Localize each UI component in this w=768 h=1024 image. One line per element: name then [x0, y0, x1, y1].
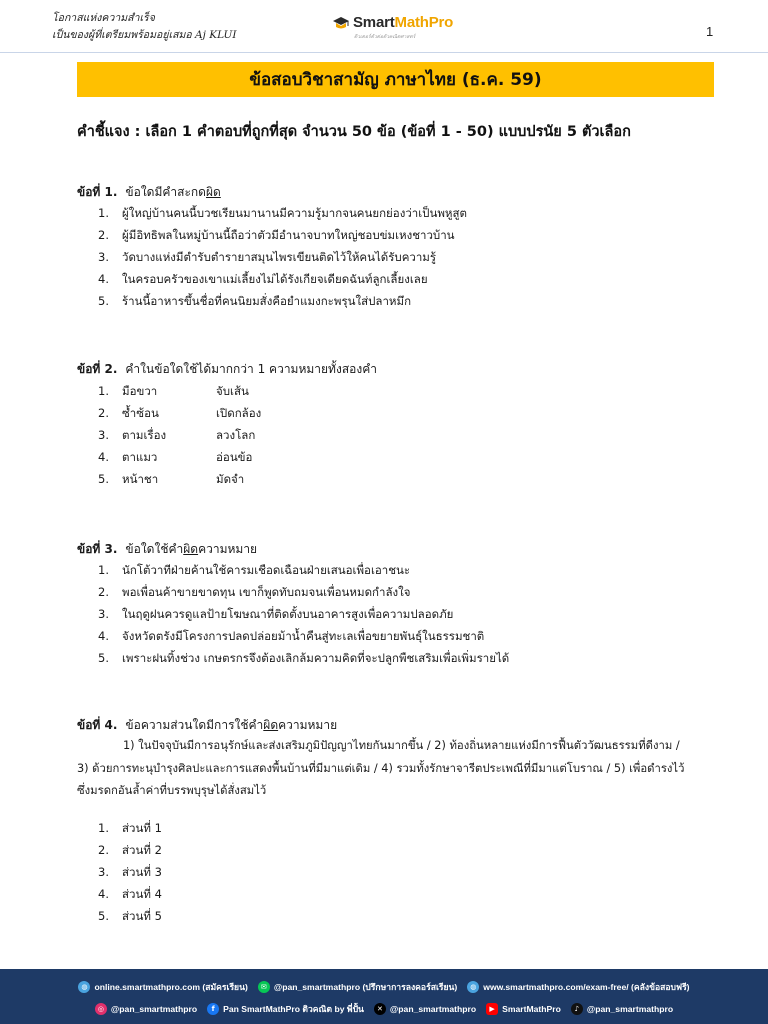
question-prompt: ข้อใดมีคำสะกด	[125, 185, 206, 199]
question-4-option-4[interactable]	[98, 886, 162, 902]
question-1-option-3[interactable]	[98, 249, 436, 265]
option-number: 2.	[98, 406, 109, 420]
question-2-option-1[interactable]	[98, 383, 249, 399]
exam-title-bar	[77, 62, 714, 97]
exam-title: ข้อสอบวิชาสามัญ ภาษาไทย (ธ.ค. 59)	[249, 70, 542, 90]
question-prompt-suffix: ความหมาย	[278, 718, 338, 732]
option-text: ส่วนที่ 2	[122, 843, 162, 857]
option-number: 3.	[98, 250, 109, 264]
footer-link-text: www.smartmathpro.com/exam-free/ (คลังข้อสอบฟรี)	[483, 982, 690, 992]
footer-link-text: @pan_smartmathpro (ปรึกษาการลงคอร์สเรียน)	[273, 982, 458, 992]
question-3-option-1[interactable]	[98, 562, 410, 578]
passage-line: ซึ่งมรดกอันล้ำค่าที่บรรพบุรุษได้สั่งสมไว้	[77, 784, 267, 797]
option-text: ส่วนที่ 5	[122, 909, 162, 923]
footer-link-tiktok[interactable]	[571, 1003, 673, 1015]
question-number: ข้อที่ 1.	[77, 185, 118, 199]
option-word-a: หน้าชา	[122, 472, 159, 486]
question-number: ข้อที่ 4.	[77, 718, 118, 732]
option-text: จังหวัดตรังมีโครงการปลดปล่อยม้าน้ำคืนสู่ทะเลเพื่อขยายพันธุ์ในธรรมชาติ	[122, 629, 485, 643]
page-header	[0, 0, 768, 54]
footer-link-text: online.smartmathpro.com (สมัครเรียน)	[94, 982, 248, 992]
question-2-option-3[interactable]	[98, 427, 256, 443]
footer-link-text: SmartMathPro	[502, 1004, 561, 1014]
logo-text-main: Smart	[353, 14, 395, 31]
footer-link-line[interactable]	[258, 980, 457, 994]
footer-link-text: @pan_smartmathpro	[389, 1004, 477, 1014]
question-4-option-2[interactable]	[98, 842, 162, 858]
option-number: 3.	[98, 607, 109, 621]
question-1-option-5[interactable]	[98, 293, 411, 309]
option-number: 4.	[98, 272, 109, 286]
page-footer	[0, 969, 768, 1024]
option-text: ร้านนี้อาหารขึ้นชื่อที่คนนิยมสั่งคือยำแมงกะพรุนใส่ปลาหมึก	[122, 294, 412, 308]
option-number: 5.	[98, 651, 109, 665]
footer-row-1	[0, 980, 768, 994]
question-1-heading	[77, 183, 221, 202]
option-text: ส่วนที่ 4	[122, 887, 162, 901]
question-number: ข้อที่ 2.	[77, 362, 118, 376]
youtube-icon: ▶	[486, 1003, 498, 1015]
option-word-b: ลวงโลก	[216, 428, 256, 442]
question-prompt-emphasis: ผิด	[183, 542, 199, 556]
option-number: 4.	[98, 450, 109, 464]
facebook-icon: f	[207, 1003, 219, 1015]
option-text: พอเพื่อนค้าขายขาดทุน เขาก็พูดทับถมจนเพื่อนหมดกำลังใจ	[122, 585, 411, 599]
option-number: 4.	[98, 629, 109, 643]
option-number: 1.	[98, 206, 109, 220]
question-2-option-2[interactable]	[98, 405, 262, 421]
option-text: เพราะฝนทิ้งช่วง เกษตรกรจึงต้องเลิกล้มความคิดที่จะปลูกพืชเสริมเพื่อเพิ่มรายได้	[122, 651, 510, 665]
question-2-option-4[interactable]	[98, 449, 253, 465]
passage-line: 1) ในปัจจุบันมีการอนุรักษ์และส่งเสริมภูมิปัญญาไทยกันมากขึ้น / 2) ท้องถิ่นหลายแห่งมีการฟื้นตัววัฒนธรรมที่ดีงาม /	[123, 739, 680, 752]
passage-line: 3) ด้วยการทะนุบำรุงศิลปะและการแสดงพื้นบ้านที่มีมาแต่เดิม / 4) รวมทั้งรักษาจารีตประเพณีที่มีมาแต่โบราณ / 5) เพื่อดำรงไว้	[77, 761, 685, 775]
question-3-option-5[interactable]	[98, 650, 509, 666]
question-1-option-1[interactable]	[98, 205, 467, 221]
footer-link-exam-free[interactable]	[467, 980, 689, 994]
question-1-option-4[interactable]	[98, 271, 428, 287]
question-number: ข้อที่ 3.	[77, 542, 118, 556]
footer-link-text: @pan_smartmathpro	[586, 1004, 674, 1014]
footer-link-online[interactable]	[78, 980, 247, 994]
option-word-b: จับเส้น	[216, 384, 249, 398]
question-4-passage	[77, 735, 714, 803]
tiktok-icon: ♪	[571, 1003, 583, 1015]
option-number: 4.	[98, 887, 109, 901]
footer-link-instagram[interactable]	[95, 1003, 197, 1015]
option-word-a: มือขวา	[122, 384, 158, 398]
option-number: 1.	[98, 384, 109, 398]
option-text: ส่วนที่ 1	[122, 821, 162, 835]
option-text: ผู้ใหญ่บ้านคนนี้บวชเรียนมานานมีความรู้มากจนคนยกย่องว่าเป็นพหูสูต	[122, 206, 467, 220]
question-4-option-1[interactable]	[98, 820, 162, 836]
slogan	[52, 10, 236, 44]
question-2-option-5[interactable]	[98, 471, 245, 487]
footer-link-youtube[interactable]	[486, 1003, 561, 1015]
logo-text	[353, 14, 453, 31]
option-word-a: ซ้ำซ้อน	[122, 406, 159, 420]
option-number: 5.	[98, 294, 109, 308]
option-number: 5.	[98, 909, 109, 923]
question-3-heading	[77, 540, 257, 559]
option-word-b: เปิดกล้อง	[216, 406, 262, 420]
option-number: 2.	[98, 843, 109, 857]
option-number: 1.	[98, 563, 109, 577]
option-word-a: ตามเรื่อง	[122, 428, 167, 442]
smartmathpro-logo	[332, 14, 453, 31]
option-number: 3.	[98, 428, 109, 442]
question-prompt-suffix: ความหมาย	[198, 542, 258, 556]
question-prompt: ข้อใดใช้คำ	[125, 542, 184, 556]
option-word-b: อ่อนข้อ	[216, 450, 253, 464]
option-number: 1.	[98, 821, 109, 835]
instructions: คำชี้แจง : เลือก 1 คำตอบที่ถูกที่สุด จำนวน 50 ข้อ (ข้อที่ 1 - 50) แบบปรนัย 5 ตัวเลือก	[77, 124, 631, 140]
option-text: นักโต้วาทีฝ่ายค้านใช้คารมเชือดเฉือนฝ่ายเสนอเพื่อเอาชนะ	[122, 563, 411, 577]
option-text: ในครอบครัวของเขาแม่เลี้ยงไม่ได้รังเกียจเดียดฉันท์ลูกเลี้ยงเลย	[122, 272, 428, 286]
question-prompt: ข้อความส่วนใดมีการใช้คำ	[125, 718, 264, 732]
option-number: 2.	[98, 228, 109, 242]
footer-link-text: Pan SmartMathPro ติวคณิต by พี่ปั้น	[223, 1004, 364, 1014]
option-text: ผู้มีอิทธิพลในหมู่บ้านนี้ถือว่าตัวมีอำนาจบาทใหญ่ชอบข่มเหงชาวบ้าน	[122, 228, 455, 242]
option-number: 2.	[98, 585, 109, 599]
globe-icon: ◍	[78, 981, 90, 993]
question-3-option-4[interactable]	[98, 628, 484, 644]
question-2-heading	[77, 360, 377, 379]
option-word-a: ตาแมว	[122, 450, 158, 464]
option-word-b: มัดจำ	[216, 472, 245, 486]
option-number: 3.	[98, 865, 109, 879]
graduation-cap-icon	[332, 15, 350, 31]
globe-icon: ◍	[467, 981, 479, 993]
instagram-icon: ◎	[95, 1003, 107, 1015]
question-4-option-5[interactable]	[98, 908, 162, 924]
option-text: วัดบางแห่งมีตำรับตำรายาสมุนไพรเขียนติดไว้ให้คนได้รับความรู้	[122, 250, 437, 264]
question-3-option-3[interactable]	[98, 606, 453, 622]
question-prompt-emphasis: ผิด	[205, 185, 221, 199]
footer-link-facebook[interactable]	[207, 1002, 364, 1016]
question-4-heading	[77, 716, 337, 735]
slogan-line-1: โอกาสแห่งความสำเร็จ	[52, 12, 155, 24]
page-number: 1	[706, 24, 714, 39]
slogan-line-2: เป็นของผู้ที่เตรียมพร้อมอยู่เสมอ Aj KLUI	[52, 29, 237, 41]
footer-link-text: @pan_smartmathpro	[110, 1004, 198, 1014]
question-prompt: คำในข้อใดใช้ได้มากกว่า 1 ความหมายทั้งสองคำ	[125, 362, 377, 376]
line-icon: ✉	[258, 981, 270, 993]
logo-text-accent: MathPro	[394, 14, 454, 31]
footer-row-2	[0, 1002, 768, 1016]
question-4-option-3[interactable]	[98, 864, 162, 880]
logo-tagline: ติวเตอร์ตัวต่อตัวคณิตศาสตร์	[354, 34, 416, 40]
x-icon: ✕	[374, 1003, 386, 1015]
question-3-option-2[interactable]	[98, 584, 411, 600]
question-prompt-emphasis: ผิด	[263, 718, 279, 732]
footer-link-x[interactable]	[374, 1003, 476, 1015]
option-text: ในฤดูฝนควรดูแลป้ายโฆษณาที่ติดตั้งบนอาคารสูงเพื่อความปลอดภัย	[122, 607, 454, 621]
question-1-option-2[interactable]	[98, 227, 455, 243]
option-number: 5.	[98, 472, 109, 486]
header-divider	[0, 52, 768, 53]
option-text: ส่วนที่ 3	[122, 865, 162, 879]
